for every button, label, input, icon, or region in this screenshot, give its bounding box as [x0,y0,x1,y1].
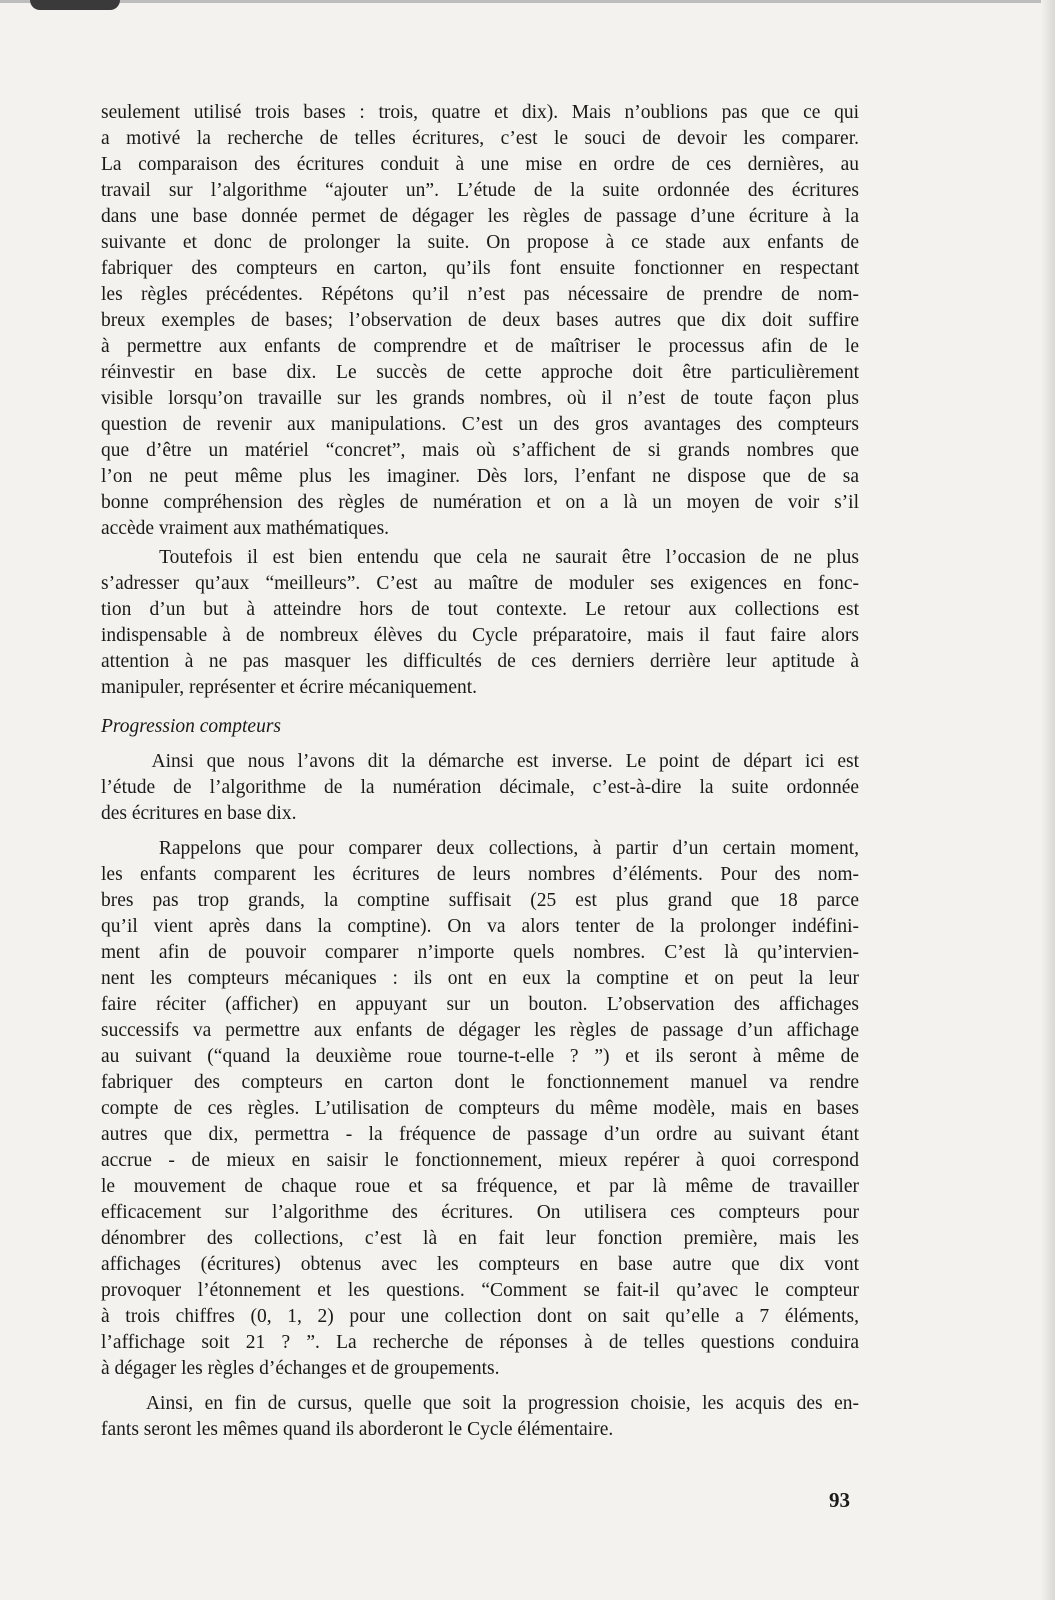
text-line: s’adresser qu’aux “meilleurs”. C’est au maître de moduler ses exigences en fonc- [101,573,859,594]
page-edge-shadow [1041,0,1055,1600]
text-line: fabriquer des compteurs en carton dont le fonctionnement manuel va rendre [101,1072,859,1093]
text-line: l’on ne peut même plus les imaginer. Dès lors, l’enfant ne dispose que de sa [101,466,859,487]
text-line: bres pas trop grands, la comptine suffisait (25 est plus grand que 18 parce [101,890,859,911]
text-line: qu’il vient après dans la comptine). On va alors tenter de la prolonger indéfini- [101,916,859,937]
text-line: a motivé la recherche de telles écritures, c’est le souci de devoir les comparer. [101,128,859,149]
text-line: Ainsi, en fin de cursus, quelle que soit la progression choisie, les acquis des en- [101,1393,859,1414]
text-line: les règles précédentes. Répétons qu’il n’est pas nécessaire de prendre de nom- [101,284,859,305]
text-line: ment afin de pouvoir comparer n’importe quels nombres. C’est là qu’intervien- [101,942,859,963]
text-line: dénombrer des collections, c’est là en fait leur fonction première, mais les [101,1228,859,1249]
text-line: tion d’un but à atteindre hors de tout contexte. Le retour aux collections est [101,599,859,620]
text-line: à permettre aux enfants de comprendre et de maîtriser le processus afin de le [101,336,859,357]
section-heading: Progression compteurs [101,716,282,737]
text-line: fabriquer des compteurs en carton, qu’ils font ensuite fonctionner en respectant [101,258,859,279]
page-top-edge [0,0,1055,3]
text-line: affichages (écritures) obtenus avec les compteurs en base autre que dix vont [101,1254,859,1275]
text-line: visible lorsqu’on travaille sur les grands nombres, où il n’est de toute façon plus [101,388,859,409]
text-line: Ainsi que nous l’avons dit la démarche est inverse. Le point de départ ici est [101,751,859,772]
text-line: Toutefois il est bien entendu que cela ne saurait être l’occasion de ne plus [101,547,859,568]
text-line: question de revenir aux manipulations. C’est un des gros avantages des compteurs [101,414,859,435]
text-line: successifs va permettre aux enfants de dégager les règles de passage d’un affichage [101,1020,859,1041]
text-line: à trois chiffres (0, 1, 2) pour une collection dont on sait qu’elle a 7 éléments, [101,1306,859,1327]
text-line: au suivant (“quand la deuxième roue tourne-t-elle ? ”) et ils seront à même de [101,1046,859,1067]
text-line: que d’être un matériel “concret”, mais où s’affichent de si grands nombres que [101,440,859,461]
text-line: La comparaison des écritures conduit à une mise en ordre de ces dernières, au [101,154,859,175]
text-line: autres que dix, permettra - la fréquence de passage d’un ordre au suivant étant [101,1124,859,1145]
paragraph-1 [101,100,859,542]
text-line: seulement utilisé trois bases : trois, quatre et dix). Mais n’oublions pas que ce qui [101,102,859,123]
text-line: breux exemples de bases; l’observation de deux bases autres que dix doit suffire [101,310,859,331]
text-line: les enfants comparent les écritures de leurs nombres d’éléments. Pour des nom- [101,864,859,885]
text-line: des écritures en base dix. [101,803,297,824]
binding-mark [30,0,120,10]
text-line: faire réciter (afficher) en appuyant sur un bouton. L’observation des affichages [101,994,859,1015]
text-line: compte de ces règles. L’utilisation de compteurs du même modèle, mais en bases [101,1098,859,1119]
text-line: fants seront les mêmes quand ils aborderont le Cycle élémentaire. [101,1419,614,1440]
paragraph-2 [101,545,859,701]
text-line: réinvestir en base dix. Le succès de cette approche doit être particulièrement [101,362,859,383]
text-line: indispensable à de nombreux élèves du Cycle préparatoire, mais il faut faire alors [101,625,859,646]
text-line: suivante et donc de prolonger la suite. On propose à ce stade aux enfants de [101,232,859,253]
text-line: accède vraiment aux mathématiques. [101,518,390,539]
paragraph-5 [101,1391,859,1443]
text-line: bonne compréhension des règles de numération et on a là un moyen de voir s’il [101,492,859,513]
text-line: provoquer l’étonnement et les questions. “Comment se fait-il qu’avec le compteur [101,1280,859,1301]
text-line: Rappelons que pour comparer deux collections, à partir d’un certain moment, [101,838,859,859]
page-number: 93 [829,1488,850,1512]
text-line: l’affichage soit 21 ? ”. La recherche de réponses à de telles questions conduira [101,1332,859,1353]
text-line: accrue - de mieux en saisir le fonctionnement, mieux repérer à quoi correspond [101,1150,859,1171]
text-line: le mouvement de chaque roue et sa fréquence, et par là même de travailler [101,1176,859,1197]
text-line: efficacement sur l’algorithme des écritures. On utilisera ces compteurs pour [101,1202,859,1223]
text-line: l’étude de l’algorithme de la numération décimale, c’est-à-dire la suite ordonnée [101,777,859,798]
text-line: attention à ne pas masquer les difficultés de ces derniers derrière leur aptitude à [101,651,859,672]
text-line: dans une base donnée permet de dégager les règles de passage d’une écriture à la [101,206,859,227]
text-line: à dégager les règles d’échanges et de groupements. [101,1358,500,1379]
paragraph-3 [101,749,859,827]
paragraph-4 [101,836,859,1382]
text-line: manipuler, représenter et écrire mécaniquement. [101,677,478,698]
text-line: travail sur l’algorithme “ajouter un”. L’étude de la suite ordonnée des écritures [101,180,859,201]
text-line: nent les compteurs mécaniques : ils ont en eux la comptine et on peut la leur [101,968,859,989]
